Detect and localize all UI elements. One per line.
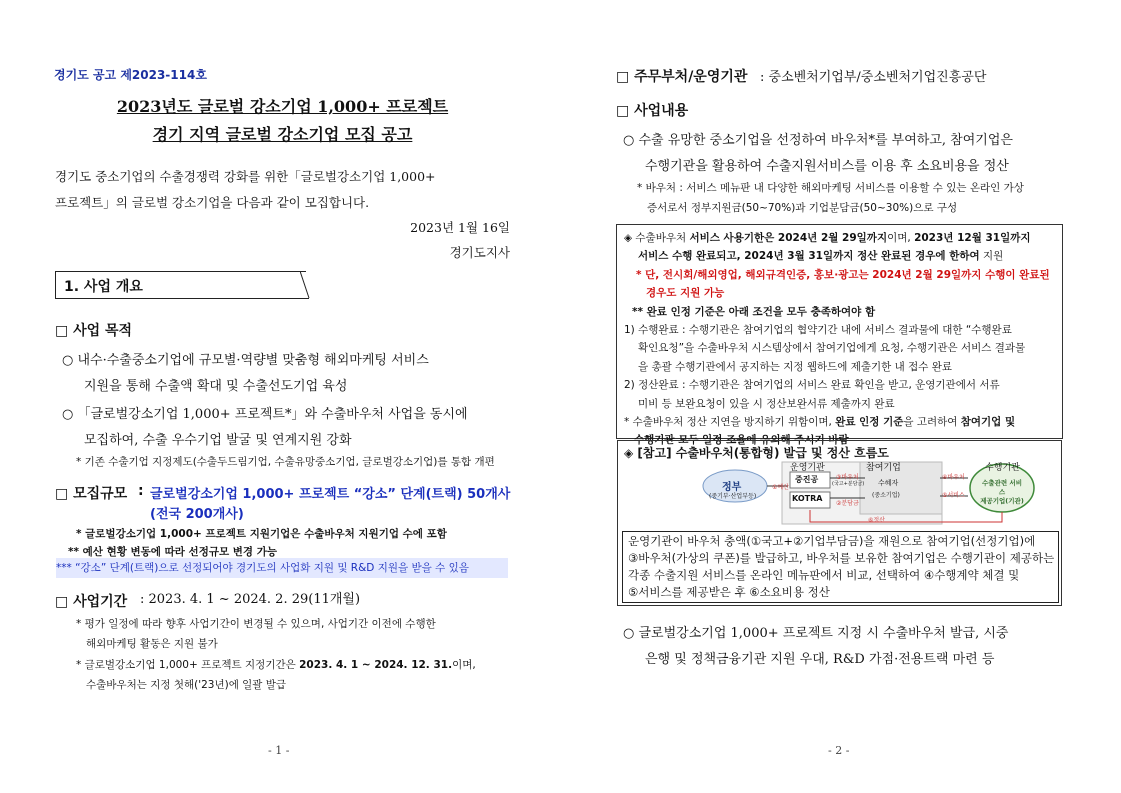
kotra-label: KOTRA	[792, 494, 823, 503]
scale-note-2: ** 예산 현황 변동에 따라 선정규모 변경 가능	[68, 546, 278, 558]
note-line: 해외마케팅 활동은 지원 불가	[86, 638, 218, 650]
purpose-heading: □ 사업 목적	[55, 323, 133, 339]
voucher-issue-sub: (국고+분담금)	[832, 481, 865, 487]
callout-emphasis: 참여기업 및	[960, 416, 1016, 429]
note-text: * 글로벌강소기업 1,000+ 프로젝트 지정기간은	[76, 659, 300, 671]
flow-line: 각종 수출지원 서비스를 온라인 메뉴판에서 비교, 선택하여 ④수행계약 체결 및	[628, 568, 1020, 582]
bullet-line: ○ 글로벌강소기업 1,000+ 프로젝트 지정 시 수출바우처 발급, 시중	[623, 626, 1009, 641]
to-performer-service: ⑤서비스	[942, 492, 965, 499]
voucher-issue-label: ③바우처	[836, 474, 859, 481]
flow-line: ⑤서비스를 제공받은 후 ⑥소요비용 정산	[628, 585, 830, 599]
ministry-heading: □ 주무부처/운영기관	[616, 69, 748, 85]
page-1	[0, 0, 560, 793]
note-line: 수출바우처는 지정 첫해('23년)에 일괄 발급	[86, 679, 287, 691]
callout-exception: * 단, 전시회/해외영업, 해외규격인증, 홍보·광고는 2024년 2월 29일까지 수행이 완료된	[636, 268, 1050, 281]
notice-number: 경기도 공고 제2023-114호	[54, 68, 207, 82]
content-bullet-1	[623, 128, 1083, 180]
content-heading: □ 사업내용	[616, 103, 689, 119]
callout-text: ◈ 수출바우처	[624, 232, 690, 244]
scale-note-1: * 글로벌강소기업 1,000+ 프로젝트 지원기업은 수출바우처 지원기업 수에 포함	[76, 528, 447, 540]
performer-line: 제공기업(기관)	[980, 497, 1024, 505]
bullet-line: 은행 및 정책금융기관 지원 우대, R&D 가점·전용트랙 마련 등	[645, 652, 995, 667]
flow-line: 운영기관이 바우처 충액(①국고+②기업부담금)을 재원으로 참여기업(선정기업)에	[628, 534, 1036, 548]
notice-issuer: 경기도지사	[449, 245, 510, 260]
callout-line	[624, 229, 1060, 247]
callout-text: 을 고려하여	[903, 416, 961, 429]
scale-colon: :	[138, 483, 144, 499]
callout-line	[624, 413, 1060, 431]
scale-heading: □ 모집규모	[55, 486, 128, 502]
page-number: - 2 -	[828, 744, 850, 757]
bullet-line: ○ 「글로벌강소기업 1,000+ 프로젝트*」와 수출바우처 사업을 동시에	[62, 407, 468, 422]
to-performer-voucher: ④바우처	[942, 474, 965, 481]
note-line	[76, 655, 476, 675]
intro-line: 경기도 중소기업의 수출경쟁력 강화를 위한「글로벌강소기업 1,000+	[55, 169, 436, 184]
note-line: * 바우처 : 서비스 메뉴판 내 다양한 해외마케팅 서비스를 이용할 수 있는 온라인 가상	[637, 182, 1024, 194]
callout-line: 수행기관 모두 일정 조율에 유의해 주시기 바람	[634, 434, 849, 447]
bullet-line: ○ 수출 유망한 중소기업을 선정하여 바우처*를 부여하고, 참여기업은	[623, 133, 1013, 148]
section-header-slant	[300, 271, 310, 299]
period-note-1	[76, 614, 436, 654]
purpose-bullet-1	[62, 348, 517, 400]
flow-description	[628, 533, 1056, 601]
callout-emphasis: 서비스 수행 완료되고, 2024년 3월 31일까지 정산 완료된 경우	[638, 250, 936, 263]
content-bullet-2	[623, 621, 1083, 673]
callout-line: ** 완료 인정 기준은 아래 조건을 모두 충족하여야 함	[632, 305, 876, 318]
period-value: : 2023. 4. 1 ~ 2024. 2. 29(11개월)	[140, 592, 361, 607]
callout-emphasis: 완료 인정 기준	[835, 416, 904, 429]
callout-line: 미비 등 보완요청이 있을 시 정산보완서류 제출까지 완료	[638, 397, 895, 410]
callout-emphasis: 2023년 12월 31일까지	[914, 232, 1031, 244]
bullet-line: 지원을 통해 수출액 확대 및 수출선도기업 육성	[84, 379, 348, 394]
callout-exception: 경우도 지원 가능	[646, 287, 725, 300]
callout-line	[624, 247, 1060, 265]
flow-line: ③바우처(가상의 쿠폰)를 발급하고, 바우처를 보유한 참여기업은 수행기관이 제공하는	[628, 551, 1055, 565]
government-sub: (중기부·산업부등)	[709, 493, 757, 500]
callout-line: 2) 정산완료 : 수행기관은 참여기업의 서비스 완료 확인을 받고, 운영기관에서 서류	[624, 379, 1000, 392]
ministry-value: : 중소벤처기업부/중소벤처기업진흥공단	[760, 70, 987, 85]
callout-text: 지원	[979, 250, 1004, 263]
intro-line: 프로젝트」의 글로벌 강소기업을 다음과 같이 모집합니다.	[55, 195, 370, 210]
budget-label: ①예산	[772, 484, 789, 491]
page-number: - 1 -	[268, 744, 290, 757]
page-title-line1: 2023년도 글로벌 강소기업 1,000+ 프로젝트	[116, 97, 449, 116]
note-emphasis: 2023. 4. 1 ~ 2024. 12. 31.	[299, 659, 453, 671]
notice-date: 2023년 1월 16일	[410, 220, 510, 235]
performer-line: 수출관련 서비스	[982, 479, 1022, 496]
purpose-bullet-2	[62, 402, 517, 454]
callout-text: 이며,	[887, 232, 915, 244]
voucher-footnote	[637, 178, 1024, 218]
kosme-label: 중진공	[795, 475, 819, 484]
share-label: ②분담금	[836, 500, 859, 507]
participant-box-sub: (중소기업)	[872, 492, 900, 499]
callout-content	[624, 229, 1060, 450]
bullet-line: 수행기관을 활용하여 수출지원서비스를 이용 후 소요비용을 정산	[645, 159, 1009, 174]
bullet-line: ○ 내수·수출중소기업에 규모별·역량별 맞춤형 해외마케팅 서비스	[62, 353, 429, 368]
scale-value-line1: 글로벌강소기업 1,000+ 프로젝트 “강소” 단계(트랙) 50개사	[150, 487, 511, 502]
bullet-line: 모집하여, 수출 우수기업 발굴 및 연계지원 강화	[84, 433, 352, 448]
callout-emphasis: 에 한하여	[935, 250, 980, 263]
callout-line: 1) 수행완료 : 수행기관은 참여기업의 협약기간 내에 서비스 결과물에 대한 “수행완료	[624, 324, 1012, 337]
participant-box-label: 수혜자	[878, 479, 899, 487]
period-heading: □ 사업기간	[55, 594, 128, 610]
callout-emphasis: 서비스 사용기한은 2024년 2월 29일까지	[689, 232, 888, 244]
note-line: 증서로서 정부지원금(50~70%)과 기업분담금(50~30%)으로 구성	[647, 202, 958, 214]
settlement-label: ⑥정산	[868, 517, 885, 524]
purpose-footnote: * 기존 수출기업 지정제도(수출두드림기업, 수출유망중소기업, 글로벌강소기업)를 통합 개편	[76, 456, 495, 468]
scale-value-line2: (전국 200개사)	[150, 507, 244, 522]
callout-line: 확인요청”을 수출바우처 시스템상에서 참여기업에게 요청, 수행기관은 서비스 결과물	[638, 342, 1026, 355]
scale-note-3: *** “강소” 단계(트랙)으로 선정되어야 경기도의 사업화 지원 및 R&D 지원을 받을 수 있음	[56, 558, 508, 578]
section-title: 1. 사업 개요	[64, 279, 143, 295]
government-label: 정부	[722, 482, 742, 493]
flow-header: ◈ [참고] 수출바우처(통합형) 발급 및 정산 흐름도	[624, 446, 889, 460]
note-line: * 평가 일정에 따라 향후 사업기간이 변경될 수 있으며, 사업기간 이전에 수행한	[76, 618, 436, 630]
performer-label: 수행기관	[985, 463, 1020, 473]
page-title-line2: 경기 지역 글로벌 강소기업 모집 공고	[152, 125, 413, 144]
period-note-2	[76, 655, 476, 695]
callout-text: * 수출바우처 정산 지연을 방지하기 위함이며,	[624, 416, 836, 429]
participant-label: 참여기업	[866, 463, 901, 473]
operator-label: 운영기관	[790, 463, 825, 473]
note-text: 이며,	[452, 659, 476, 671]
callout-line: 을 총괄 수행기관에서 공지하는 지정 웹하드에 제출기한 내 접수 완료	[638, 360, 953, 373]
performer-box-text	[980, 478, 1024, 505]
intro-paragraph	[55, 164, 511, 216]
